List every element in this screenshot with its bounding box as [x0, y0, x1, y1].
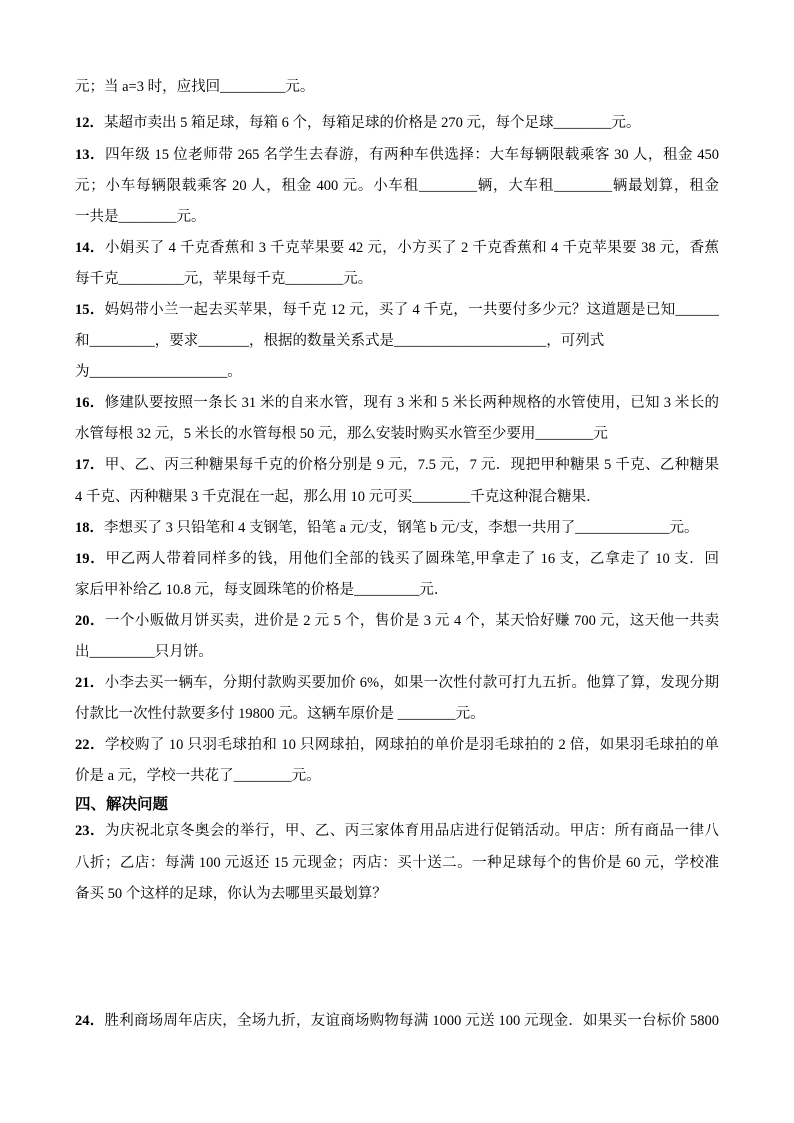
- question-14-line-2: 每千克_________元，苹果每千克________元。: [75, 270, 373, 287]
- question-14-line-1: [75, 233, 719, 264]
- section-heading: 四、解决问题: [75, 795, 169, 814]
- question-22-number: 22．: [75, 737, 105, 754]
- question-23-line-3: 备买 50 个这样的足球，你认为去哪里买最划算？: [75, 885, 387, 902]
- question-15-line-3: 为___________________。: [75, 364, 242, 381]
- question-18-number: 18．: [75, 519, 104, 536]
- question-15-text: 妈妈带小兰一起去买苹果，每千克 12 元，买了 4 千克，一共要付多少元？这道题是已知______: [104, 301, 719, 318]
- question-13-line-2: 元；小车每辆限载乘客 20 人，租金 400 元。小车租________辆，大车租________辆最划算，租金: [75, 177, 719, 194]
- question-12-line-1: [75, 108, 719, 139]
- question-22-text: 学校购了 10 只羽毛球拍和 10 只网球拍，网球拍的单价是羽毛球拍的 2 倍，如果羽毛球拍的单: [104, 737, 719, 754]
- question-19-line-1: [75, 544, 719, 575]
- question-17-number: 17．: [75, 457, 105, 474]
- question-17-text: 甲、乙、丙三种糖果每千克的价格分别是 9 元，7.5 元，7 元．现把甲种糖果 5 千克、乙种糖果: [104, 457, 719, 474]
- question-18-line-1: [75, 513, 719, 544]
- question-19-line-2: 家后甲补给乙 10.8 元，每支圆珠笔的价格是_________元．: [75, 581, 449, 598]
- carryover-line: [75, 72, 719, 103]
- question-21-number: 21．: [75, 675, 105, 692]
- question-23-line-1: [75, 816, 719, 847]
- question-13-line-3: 一共是________元。: [75, 208, 206, 225]
- question-16-line-2: 水管每根 32 元，5 米长的水管每根 50 元，那么安装时购买水管至少要用________元: [75, 426, 608, 443]
- question-13-line-1: [75, 140, 719, 171]
- question-17-line-1: [75, 450, 719, 481]
- question-24-number: 24．: [75, 1013, 105, 1030]
- question-23-number: 23．: [75, 823, 105, 840]
- question-19-text: 甲乙两人带着同样多的钱，用他们全部的钱买了圆珠笔,甲拿走了 16 支，乙拿走了 10 支．回: [105, 550, 719, 567]
- question-15-line-2: 和_________，要求_______，根据的数量关系式是_____________________，可列式: [75, 333, 605, 350]
- question-21-text: 小李去买一辆车，分期付款购买要加价 6%，如果一次性付款可打九五折。他算了算，发现分期: [104, 675, 719, 692]
- question-23-text: 为庆祝北京冬奥会的举行，甲、乙、丙三家体育用品店进行促销活动。甲店：所有商品一律八: [104, 823, 719, 840]
- question-15-line-1: [75, 295, 719, 326]
- question-12-number: 12．: [75, 115, 104, 132]
- question-17-line-2: 4 千克、丙种糖果 3 千克混在一起，那么用 10 元可买________千克这种混合糖果．: [75, 488, 601, 505]
- question-13-number: 13．: [75, 146, 106, 163]
- question-15-number: 15．: [75, 301, 105, 318]
- question-16-line-1: [75, 388, 719, 419]
- question-24-line-1: [75, 1006, 719, 1037]
- question-14-number: 14．: [75, 239, 105, 256]
- question-22-line-1: [75, 730, 719, 761]
- question-20-number: 20．: [75, 612, 105, 629]
- question-18-text: 李想买了 3 只铅笔和 4 支钢笔，铅笔 a 元/支，钢笔 b 元/支，李想一共用了_____________元。: [104, 519, 699, 536]
- question-13-text: 四年级 15 位老师带 265 名学生去春游，有两种车供选择：大车每辆限载乘客 30 人，租金 450: [105, 146, 719, 163]
- question-14-text: 小娟买了 4 千克香蕉和 3 千克苹果要 42 元，小方买了 2 千克香蕉和 4 千克苹果要 38 元，香蕉: [104, 239, 719, 256]
- worksheet-content: [75, 72, 719, 1037]
- question-20-line-2: 出_________只月饼。: [75, 644, 213, 661]
- question-16-number: 16．: [75, 395, 105, 412]
- question-24-text: 胜利商场周年店庆，全场九折，友谊商场购物每满 1000 元送 100 元现金．如果买一台标价 5800: [104, 1013, 719, 1030]
- question-21-line-1: [75, 668, 719, 699]
- question-20-line-1: [75, 606, 719, 637]
- question-19-number: 19．: [75, 550, 106, 567]
- question-12-text: 某超市卖出 5 箱足球，每箱 6 个，每箱足球的价格是 270 元，每个足球________元。: [104, 115, 641, 132]
- question-16-text: 修建队要按照一条长 31 米的自来水管，现有 3 米和 5 米长两种规格的水管使用，已知 3 米长的: [104, 395, 719, 412]
- question-22-line-2: 价是 a 元，学校一共花了________元。: [75, 768, 321, 785]
- question-20-text: 一个小贩做月饼买卖，进价是 2 元 5 个，售价是 3 元 4 个，某天恰好赚 700 元，这天他一共卖: [104, 612, 719, 629]
- question-21-line-2: 付款比一次性付款要多付 19800 元。这辆车原价是 ________元。: [75, 706, 485, 723]
- carryover-text: 元；当 a=3 时，应找回_________元。: [75, 79, 315, 96]
- question-23-line-2: 八折；乙店：每满 100 元返还 15 元现金；丙店：买十送二。一种足球每个的售价是 60 元，学校准: [75, 854, 719, 871]
